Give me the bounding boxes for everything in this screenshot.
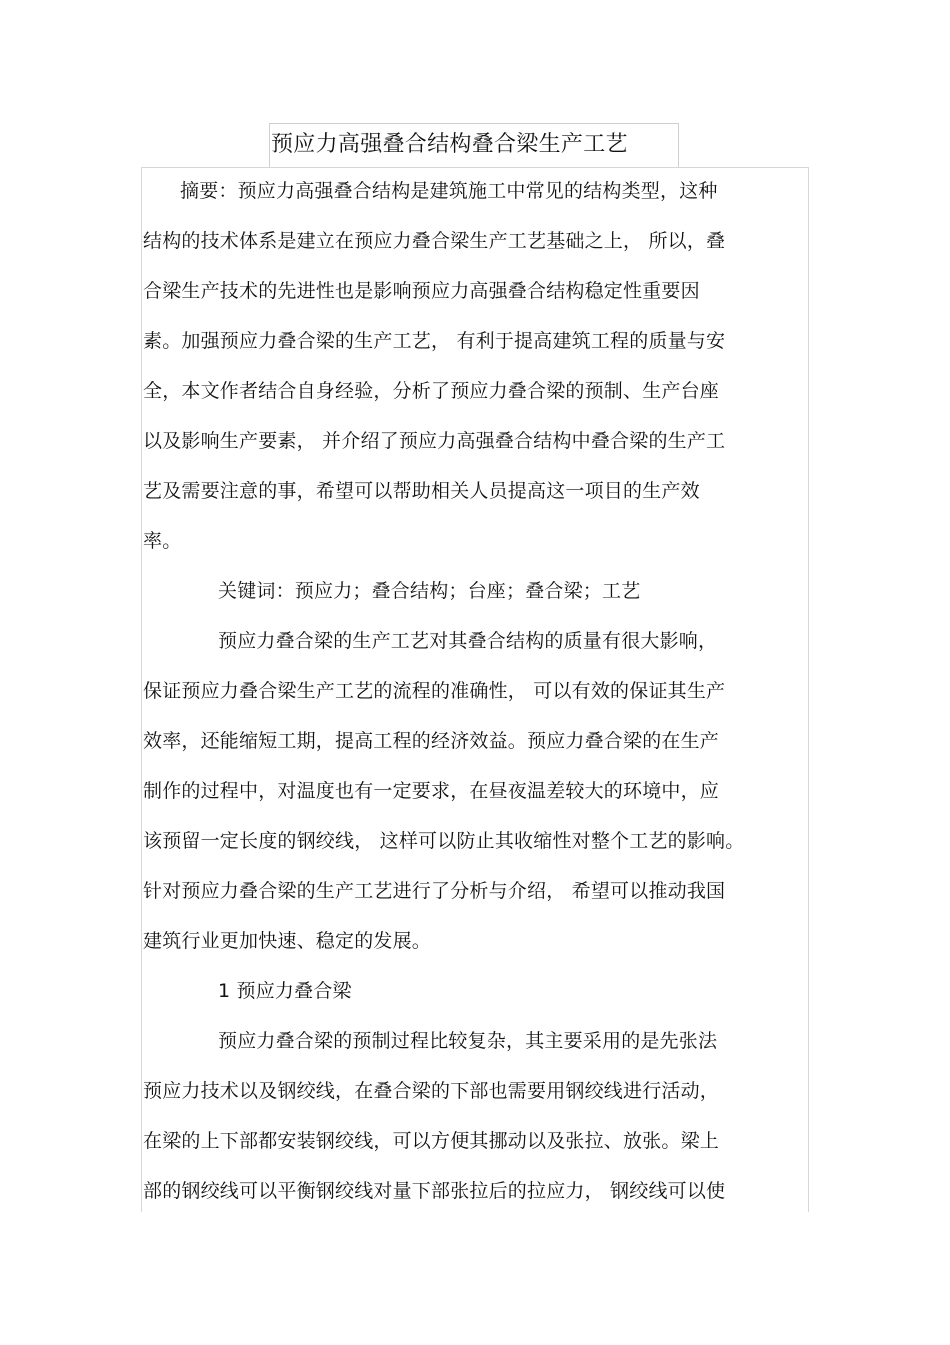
paragraph-line: 预应力叠合梁的生产工艺对其叠合结构的质量有很大影响，	[218, 630, 718, 652]
abstract-line: 素。加强预应力叠合梁的生产工艺， 有利于提高建筑工程的质量与安	[143, 330, 726, 352]
paragraph-line: 在梁的上下部都安装钢绞线，可以方便其挪动以及张拉、放张。梁上	[143, 1130, 720, 1152]
section-heading: 1 预应力叠合梁	[218, 980, 352, 1002]
paragraph-line: 部的钢绞线可以平衡钢绞线对量下部张拉后的拉应力， 钢绞线可以使	[143, 1180, 726, 1202]
keywords-line: 关键词：预应力；叠合结构；台座；叠合梁；工艺	[218, 580, 641, 602]
abstract-line: 全，本文作者结合自身经验，分析了预应力叠合梁的预制、生产台座	[143, 380, 720, 402]
abstract-line: 艺及需要注意的事，希望可以帮助相关人员提高这一项目的生产效	[143, 480, 700, 502]
paragraph-line: 制作的过程中，对温度也有一定要求，在昼夜温差较大的环境中，应	[143, 780, 720, 802]
paragraph-line: 预应力技术以及钢绞线，在叠合梁的下部也需要用钢绞线进行活动，	[143, 1080, 720, 1102]
abstract-line: 合梁生产技术的先进性也是影响预应力高强叠合结构稳定性重要因	[143, 280, 700, 302]
document-title: 预应力高强叠合结构叠合梁生产工艺	[271, 132, 628, 157]
abstract-line: 以及影响生产要素， 并介绍了预应力高强叠合结构中叠合梁的生产工	[143, 430, 726, 452]
abstract-line: 率。	[143, 530, 182, 552]
abstract-line: 摘要：预应力高强叠合结构是建筑施工中常见的结构类型，这种	[180, 180, 718, 202]
paragraph-line: 针对预应力叠合梁的生产工艺进行了分析与介绍， 希望可以推动我国	[143, 880, 726, 902]
paragraph-line: 预应力叠合梁的预制过程比较复杂，其主要采用的是先张法	[218, 1030, 718, 1052]
paragraph-line: 建筑行业更加快速、稳定的发展。	[143, 930, 432, 952]
paragraph-line: 该预留一定长度的钢绞线， 这样可以防止其收缩性对整个工艺的影响。	[143, 830, 745, 852]
abstract-line: 结构的技术体系是建立在预应力叠合梁生产工艺基础之上， 所以，叠	[143, 230, 726, 252]
paragraph-line: 保证预应力叠合梁生产工艺的流程的准确性， 可以有效的保证其生产	[143, 680, 726, 702]
paragraph-line: 效率，还能缩短工期，提高工程的经济效益。预应力叠合梁的在生产	[143, 730, 720, 752]
